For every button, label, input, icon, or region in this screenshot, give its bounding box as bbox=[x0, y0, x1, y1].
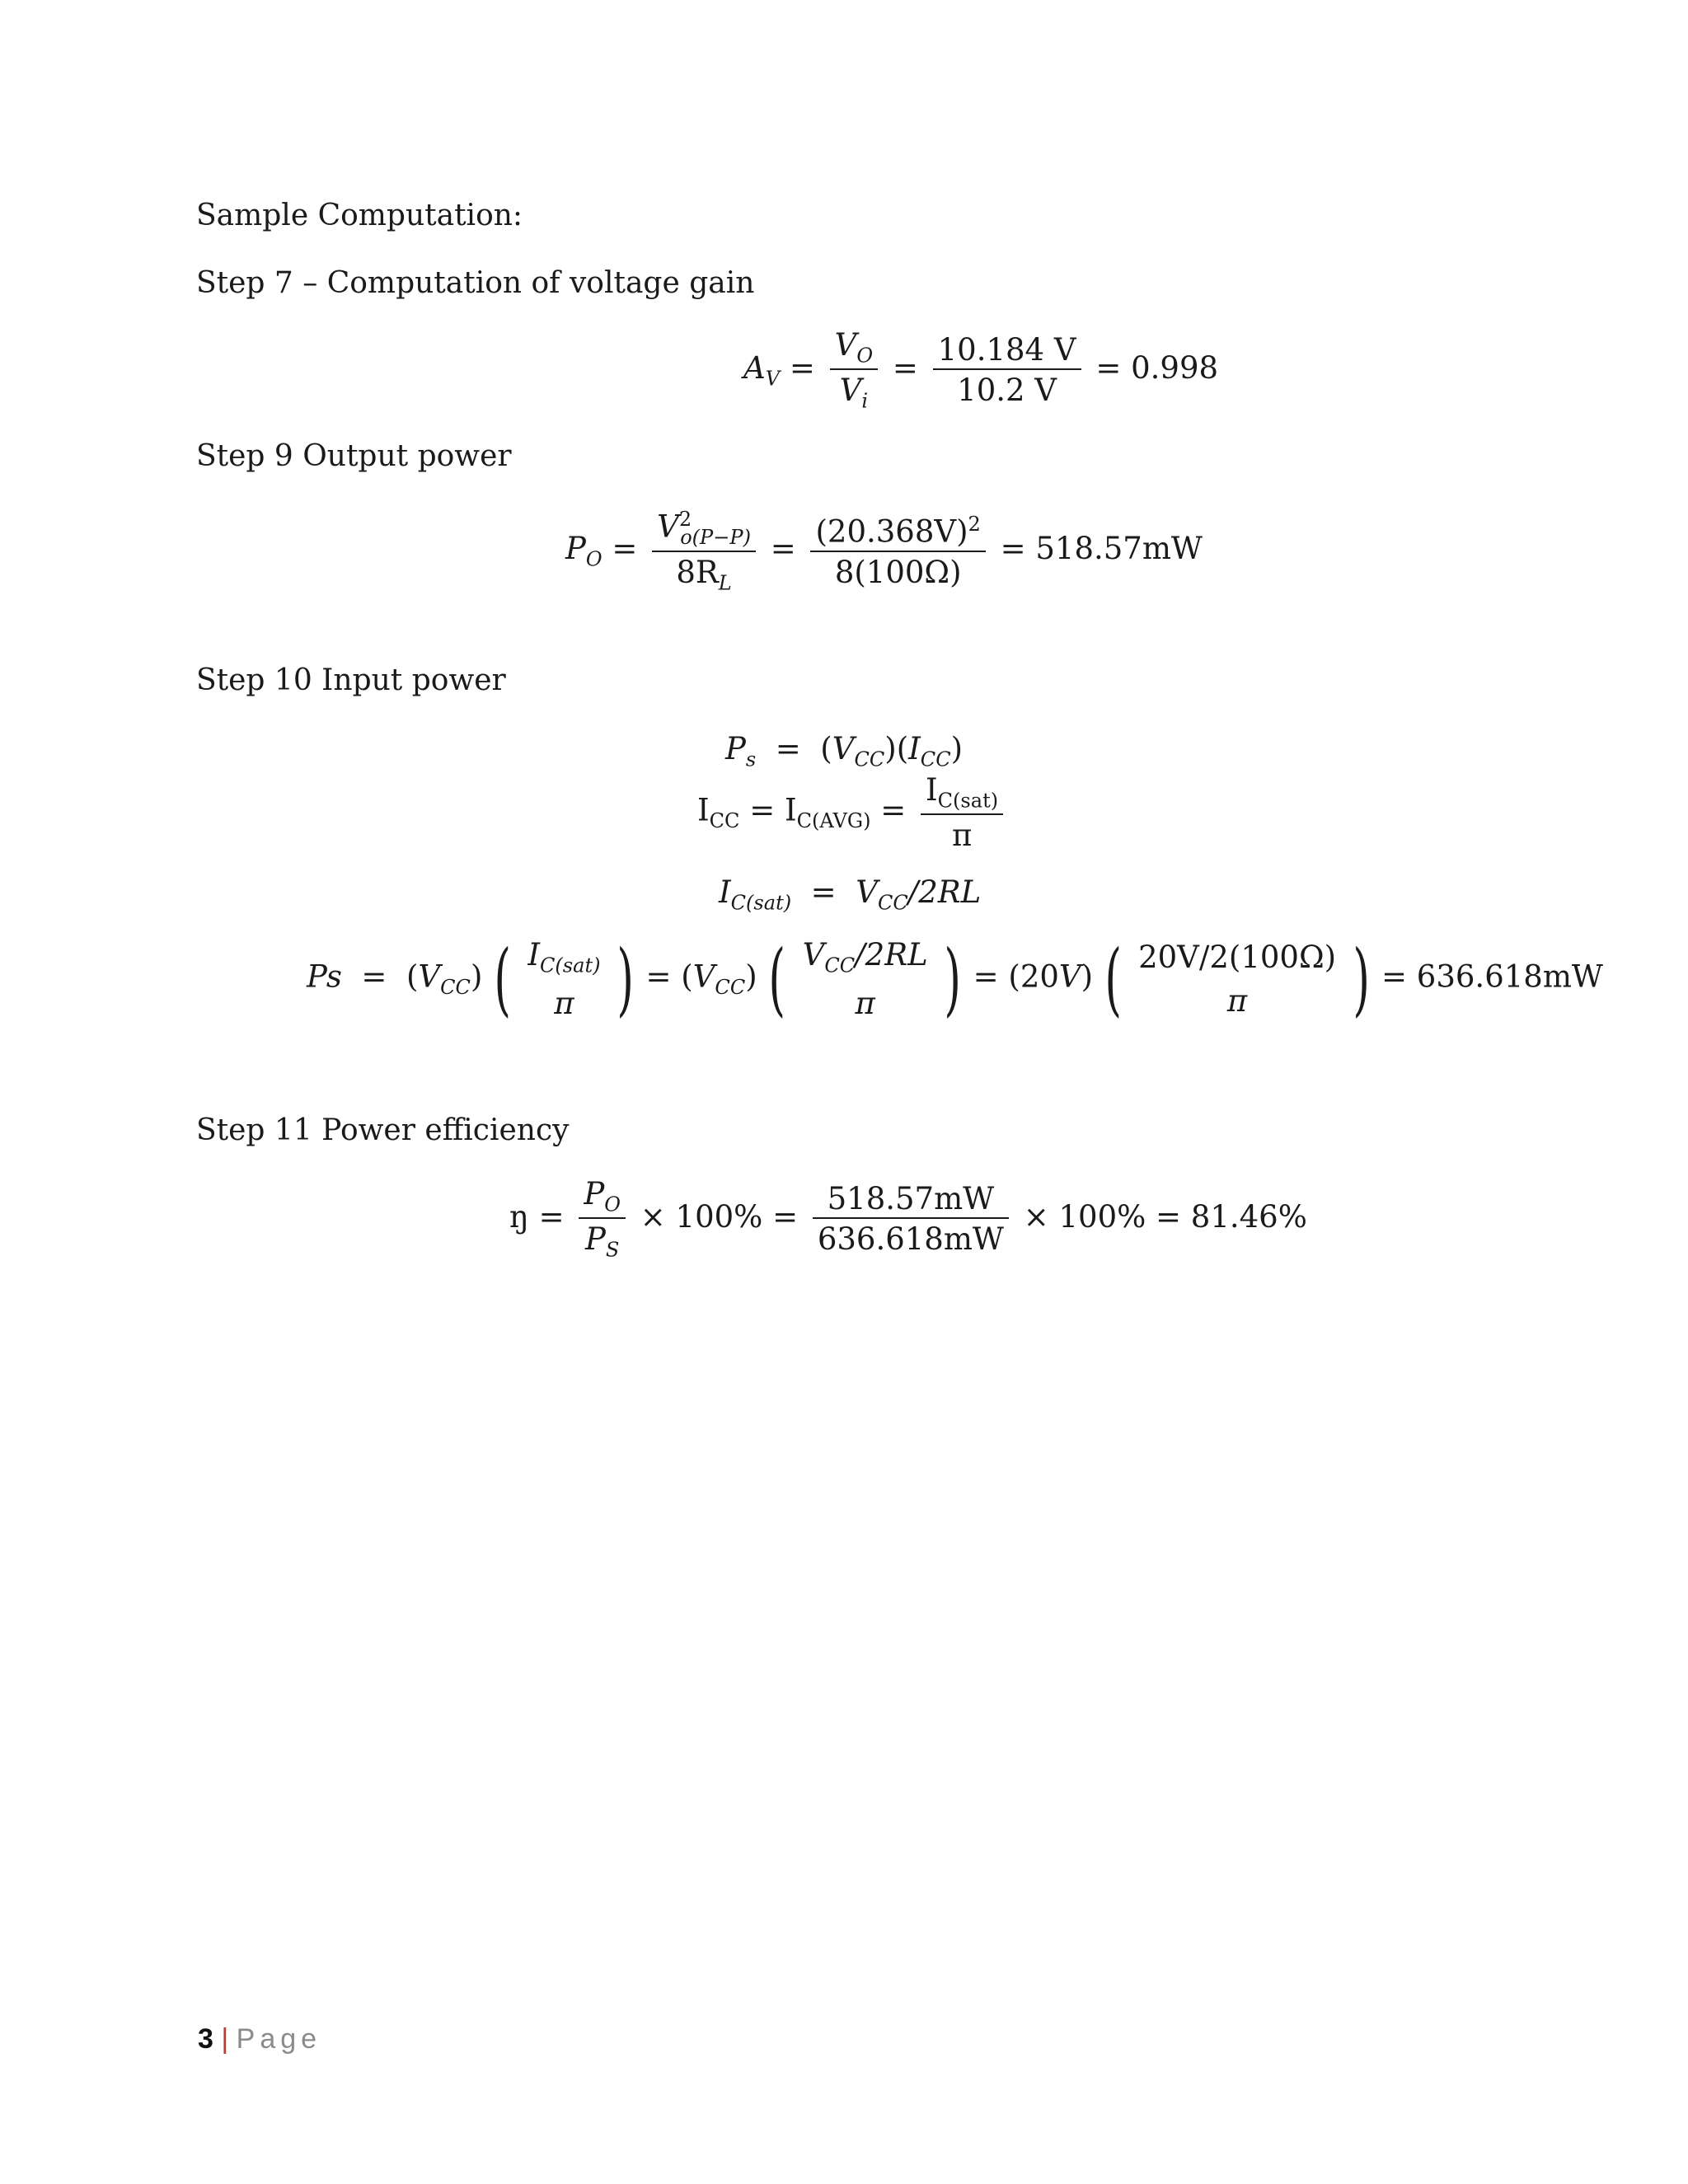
step10-eq4-fraction2: $V_{CC}/2RL$ π bbox=[802, 937, 928, 1022]
step9-result: = 518.57mW bbox=[1000, 531, 1203, 567]
step7-result: = 0.998 bbox=[1095, 349, 1219, 386]
section-heading: Sample Computation: bbox=[196, 199, 523, 232]
page-word: Page bbox=[236, 2023, 322, 2055]
step11-result: × 100% = 81.46% bbox=[1023, 1198, 1307, 1235]
step9-label: Step 9 Output power bbox=[196, 439, 512, 473]
step7-equation: $A_V$ = $\frac{V_O}{V_i}$ = $\frac{10.184 V}{10.2 V}$ = 0.998 bbox=[743, 327, 1219, 413]
step11-label: Step 11 Power efficiency bbox=[196, 1113, 570, 1147]
step10-eq4-fraction1: $I_{C(sat)}$ π bbox=[528, 937, 601, 1022]
page-number: 3 bbox=[198, 2023, 213, 2055]
step9-numeric-fraction: $\frac{(20.368V)^2}{8(100\Omega)}$ bbox=[810, 514, 985, 587]
step10-eq4: $Ps = (V_{CC})$ ( $I_{C(sat)}$ π ) = $(V_{CC})$ ( $V_{CC}/2RL$ π ) = (20V) ( 20V/2(100Ω) π ) = 636.618mW bbox=[307, 933, 1603, 1026]
step11-symbolic-fraction: $\frac{P_O}{P_S}$ bbox=[579, 1179, 626, 1260]
step10-result: = 636.618mW bbox=[1381, 958, 1603, 995]
step9-equation: $P_O$ = $\frac{V^2_{o(P-P)}}{8R_L}$ = $\frac{(20.368V)^2}{8(100\Omega)}$ = 518.57mW bbox=[565, 508, 1203, 595]
page-footer bbox=[198, 2023, 321, 2055]
step10-eq1: $P_s = (V_{CC})(I_{CC})$ bbox=[725, 731, 964, 771]
step10-eq2: $I_{CC} = I_{C(AVG)}$ = $\frac{I_{C(sat)}}{\pi}$ bbox=[697, 775, 1008, 851]
step10-eq3: $I_{C(sat)} = V_{CC}/2RL$ bbox=[719, 874, 982, 915]
step11-equation: ŋ = $\frac{P_O}{P_S}$ × 100% = $\frac{518.57mW}{636.618mW}$ × 100% = 81.46% bbox=[509, 1176, 1307, 1262]
step11-numeric-fraction: $\frac{518.57mW}{636.618mW}$ bbox=[813, 1183, 1009, 1254]
step10-eq2-fraction: $\frac{I_{C(sat)}}{\pi}$ bbox=[921, 775, 1003, 851]
step9-symbolic-fraction: $\frac{V^2_{o(P-P)}}{8R_L}$ bbox=[652, 509, 756, 593]
step10-eq4-fraction3: 20V/2(100Ω) π bbox=[1138, 940, 1337, 1019]
footer-separator: | bbox=[221, 2023, 229, 2055]
step7-label: Step 7 – Computation of voltage gain bbox=[196, 266, 755, 300]
step7-symbolic-fraction: $\frac{V_O}{V_i}$ bbox=[830, 330, 878, 411]
step10-label: Step 10 Input power bbox=[196, 663, 506, 697]
step7-numeric-fraction: $\frac{10.184 V}{10.2 V}$ bbox=[933, 335, 1081, 405]
